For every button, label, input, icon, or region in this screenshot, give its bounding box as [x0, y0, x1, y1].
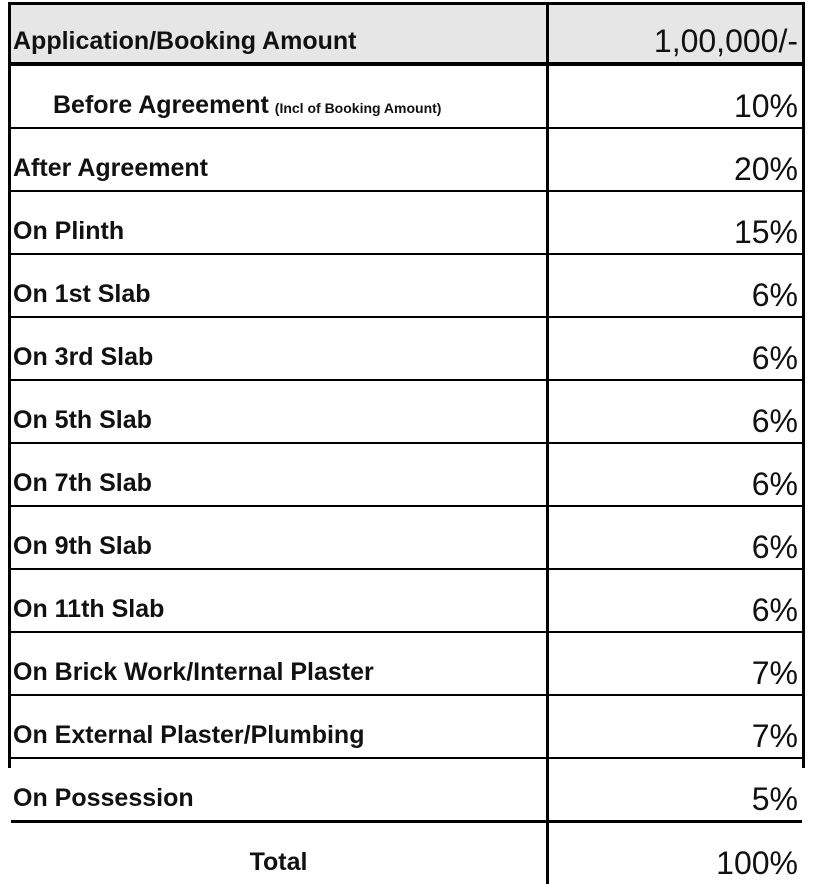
- row-label: On 9th Slab: [11, 506, 548, 569]
- before-agreement-label-cell: [11, 64, 548, 128]
- table-row: [11, 569, 802, 632]
- payment-schedule-sheet: [8, 2, 805, 768]
- before-agreement-value: 10%: [548, 64, 803, 128]
- before-agreement-label: Before Agreement: [53, 91, 269, 119]
- row-label: On 3rd Slab: [11, 317, 548, 380]
- total-row: [11, 822, 802, 884]
- row-value: 6%: [548, 443, 803, 506]
- booking-amount-value: 1,00,000/-: [548, 5, 803, 64]
- total-label: Total: [11, 822, 548, 884]
- table-row: [11, 128, 802, 191]
- row-label: On Possession: [11, 758, 548, 822]
- table-row: [11, 695, 802, 758]
- row-value: 5%: [548, 758, 803, 822]
- row-label: On 5th Slab: [11, 380, 548, 443]
- row-value: 6%: [548, 380, 803, 443]
- table-row: [11, 506, 802, 569]
- total-value: 100%: [548, 822, 803, 884]
- before-agreement-note: (Incl of Booking Amount): [275, 100, 442, 116]
- table-row: [11, 254, 802, 317]
- table-row: [11, 380, 802, 443]
- table-row: [11, 191, 802, 254]
- before-agreement-row: [11, 64, 802, 128]
- table-row: [11, 317, 802, 380]
- row-value: 6%: [548, 569, 803, 632]
- row-value: 6%: [548, 254, 803, 317]
- row-value: 20%: [548, 128, 803, 191]
- booking-amount-row: [11, 5, 802, 64]
- row-value: 7%: [548, 695, 803, 758]
- row-label: On 7th Slab: [11, 443, 548, 506]
- row-label: After Agreement: [11, 128, 548, 191]
- row-label: On 1st Slab: [11, 254, 548, 317]
- row-value: 7%: [548, 632, 803, 695]
- table-row: [11, 632, 802, 695]
- row-value: 6%: [548, 506, 803, 569]
- payment-schedule-table: [11, 5, 802, 884]
- row-value: 15%: [548, 191, 803, 254]
- row-value: 6%: [548, 317, 803, 380]
- booking-amount-label: Application/Booking Amount: [11, 5, 548, 64]
- row-label: On Brick Work/Internal Plaster: [11, 632, 548, 695]
- row-label: On Plinth: [11, 191, 548, 254]
- table-row: [11, 443, 802, 506]
- row-label: On 11th Slab: [11, 569, 548, 632]
- row-label: On External Plaster/Plumbing: [11, 695, 548, 758]
